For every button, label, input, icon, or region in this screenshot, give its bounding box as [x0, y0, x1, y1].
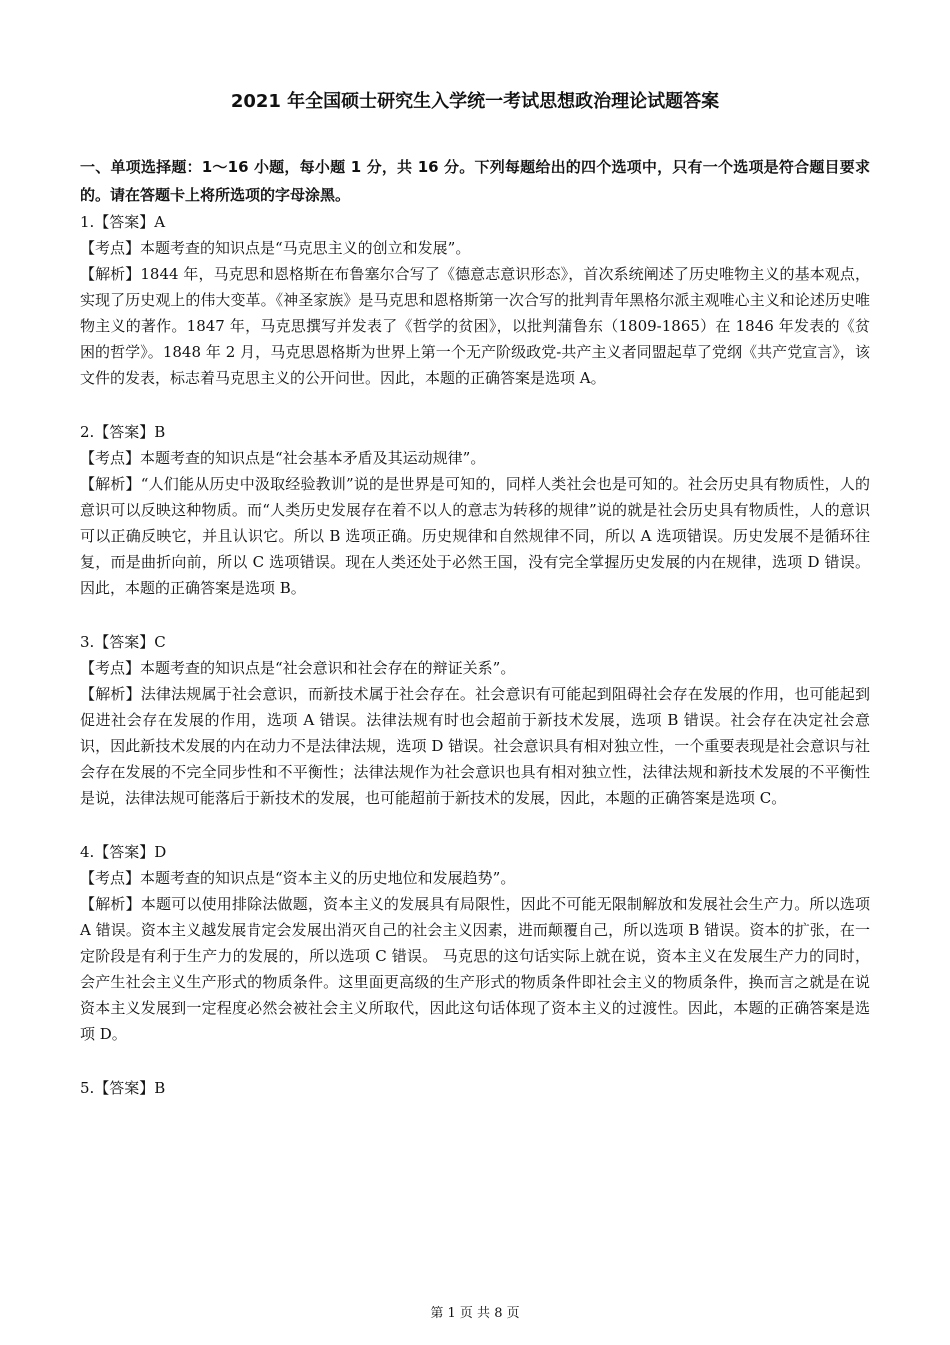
answer-line: 5.【答案】B [80, 1079, 166, 1097]
document-body [80, 153, 870, 1101]
spacer [80, 601, 870, 629]
analysis-text: 【解析】法律法规属于社会意识，而新技术属于社会存在。社会意识有可能起到阻碍社会存在发展的作用，也可能起到促进社会存在发展的作用，选项 A 错误。法律法规有时也会超前于新技术发展，选项 B 错误。社会存在决定社会意识，因此新技术发展的内在动力不是法律法规，选项 D 错误。社会意识具有相对独立性，一个重要表现是社会意识与社会存在发展的不完全同步性和不平衡性；法律法规作为社会意识也具有相对独立性，法律法规和新技术发展的不平衡性是说，法律法规可能落后于新技术的发展，也可能超前于新技术的发展，因此，本题的正确答案是选项 C。 [80, 685, 870, 807]
knowledge-point: 【考点】本题考查的知识点是“社会基本矛盾及其运动规律”。 [80, 449, 486, 467]
analysis-text: 【解析】本题可以使用排除法做题，资本主义的发展具有局限性，因此不可能无限制解放和发展社会生产力。所以选项 A 错误。资本主义越发展肯定会发展出消灭自己的社会主义因素，进而颠覆自己，所以选项 B 错误。资本的扩张，在一定阶段是有利于生产力的发展的，所以选项 C 错误。 马克思的这句话实际上就在说，资本主义在发展生产力的同时，会产生社会主义生产形式的物质条件。这里面更高级的生产形式的物质条件即社会主义的物质条件，换而言之就是在说资本主义发展到一定程度必然会被社会主义所取代，因此这句话体现了资本主义的过渡性。因此，本题的正确答案是选项 D。 [80, 895, 870, 1043]
knowledge-point: 【考点】本题考查的知识点是“资本主义的历史地位和发展趋势”。 [80, 869, 516, 887]
section-heading: 一、单项选择题：1～16 小题，每小题 1 分，共 16 分。下列每题给出的四个选项中，只有一个选项是符合题目要求的。请在答题卡上将所选项的字母涂黑。 [80, 158, 870, 204]
question-3 [80, 629, 870, 811]
question-5 [80, 1075, 870, 1101]
knowledge-point: 【考点】本题考查的知识点是“马克思主义的创立和发展”。 [80, 239, 471, 257]
answer-line: 4.【答案】D [80, 843, 167, 861]
question-1 [80, 209, 870, 391]
spacer [80, 391, 870, 419]
question-2 [80, 419, 870, 601]
spacer [80, 1047, 870, 1075]
answer-line: 1.【答案】A [80, 213, 166, 231]
answer-line: 3.【答案】C [80, 633, 166, 651]
page-footer: 第 1 页 共 8 页 [430, 1306, 520, 1321]
spacer [80, 811, 870, 839]
analysis-text: 【解析】“人们能从历史中汲取经验教训”说的是世界是可知的，同样人类社会也是可知的。社会历史具有物质性，人的意识可以反映这种物质。而“人类历史发展存在着不以人的意志为转移的规律”说的就是社会历史具有物质性，人的意识可以正确反映它，并且认识它。所以 B 选项正确。历史规律和自然规律不同，所以 A 选项错误。历史发展不是循环往复，而是曲折向前，所以 C 选项错误。现在人类还处于必然王国，没有完全掌握历史发展的内在规律，选项 D 错误。因此，本题的正确答案是选项 B。 [80, 475, 870, 597]
page-title: 2021 年全国硕士研究生入学统一考试思想政治理论试题答案 [230, 91, 720, 112]
knowledge-point: 【考点】本题考查的知识点是“社会意识和社会存在的辩证关系”。 [80, 659, 516, 677]
analysis-text: 【解析】1844 年，马克思和恩格斯在布鲁塞尔合写了《德意志意识形态》，首次系统阐述了历史唯物主义的基本观点，实现了历史观上的伟大变革。《神圣家族》是马克思和恩格斯第一次合写的批判青年黑格尔派主观唯心主义和论述历史唯物主义的著作。1847 年，马克思撰写并发表了《哲学的贫困》，以批判蒲鲁东（1809-1865）在 1846 年发表的《贫困的哲学》。1848 年 2 月，马克思恩格斯为世界上第一个无产阶级政党-共产主义者同盟起草了党纲《共产党宣言》，该文件的发表，标志着马克思主义的公开问世。因此，本题的正确答案是选项 A。 [80, 265, 870, 387]
question-4 [80, 839, 870, 1047]
answer-line: 2.【答案】B [80, 423, 166, 441]
